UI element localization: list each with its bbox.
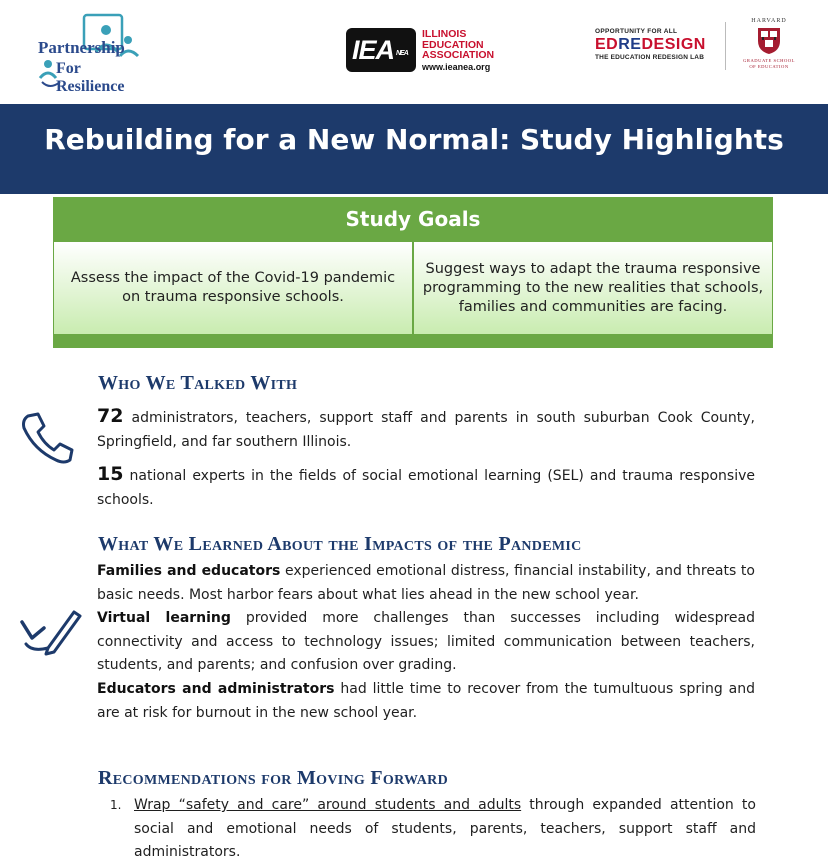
harvard-wordmark: HARVARD — [751, 18, 787, 24]
iea-url: www.ieanea.org — [422, 62, 491, 72]
iea-nea-label: NEA — [396, 50, 408, 57]
learned-paragraph-1: Families and educators experienced emotional distress, financial instability, and threats to basic needs. Most harbor fears about what lies ahead in the new school year. — [97, 563, 755, 603]
iea-logo — [346, 26, 496, 76]
harvard-gse-label: GRADUATE SCHOOL OF EDUCATION — [743, 58, 795, 69]
study-goal-1: Assess the impact of the Covid-19 pandemic on trauma responsive schools. — [54, 242, 412, 334]
partnership-for-resilience-logo — [36, 12, 152, 94]
study-goal-2: Suggest ways to adapt the trauma responsive programming to the new realities that schools, families and communities are facing. — [414, 242, 772, 334]
study-goals-heading: Study Goals — [345, 207, 481, 231]
who-line-2 — [97, 463, 755, 512]
logo-divider — [725, 22, 726, 70]
edredesign-logo — [595, 28, 720, 68]
recommendation-title: Wrap “safety and care” around students and adults — [134, 797, 522, 813]
recommendation-number: 1. — [110, 798, 122, 812]
iea-mark: IEA NEA — [346, 28, 416, 72]
families-educators-label: Families and educators — [97, 563, 281, 579]
harvard-shield-icon — [757, 27, 781, 55]
page-title: Rebuilding for a New Normal: Study Highlights — [44, 123, 784, 156]
pfr-line-2: For Resilience — [56, 60, 125, 95]
who-we-talked-with-heading: Who We Talked With — [98, 372, 298, 394]
edr-subtitle: THE EDUCATION REDESIGN LAB — [595, 54, 705, 61]
pfr-line-1: Partnership — [38, 38, 125, 57]
expert-count: 15 — [97, 463, 124, 485]
edr-tagline: OPPORTUNITY FOR ALL — [595, 28, 678, 35]
virtual-learning-label: Virtual learning — [97, 610, 231, 626]
stakeholder-description: administrators, teachers, support staff and parents in south suburban Cook County, Springfield, and far southern Illinois. — [97, 410, 756, 450]
recommendations-heading: Recommendations for Moving Forward — [98, 767, 448, 789]
educators-admins-label: Educators and administrators — [97, 681, 335, 697]
pen-checkmark-icon — [18, 604, 82, 656]
phone-icon — [20, 410, 74, 464]
logo-header — [0, 0, 828, 104]
harvard-gse-logo — [737, 18, 801, 74]
expert-description: national experts in the fields of social emotional learning (SEL) and trauma responsive schools. — [97, 468, 755, 508]
edr-wordmark: EDREDESIGN — [595, 36, 706, 53]
learned-paragraph-2: Virtual learning provided more challenges than successes including widespread connectivity and access to technology issues; limited communication between teachers, students, and parents; and confusion over grading. — [97, 610, 755, 673]
recommendation-text: Wrap “safety and care” around students and adults through expanded attention to social and emotional needs of students, parents, teachers, support staff and administrators. — [134, 797, 756, 860]
iea-name: ILLINOIS EDUCATION ASSOCIATION — [422, 28, 495, 61]
stakeholder-count: 72 — [97, 405, 124, 427]
learned-paragraph-3: Educators and administrators had little time to recover from the tumultuous spring and are at risk for burnout in the new school year. — [97, 681, 756, 721]
study-goals-table — [53, 197, 773, 348]
who-line-1 — [97, 405, 755, 454]
what-we-learned-heading: What We Learned About the Impacts of the Pandemic — [98, 533, 582, 555]
title-banner — [0, 104, 828, 194]
